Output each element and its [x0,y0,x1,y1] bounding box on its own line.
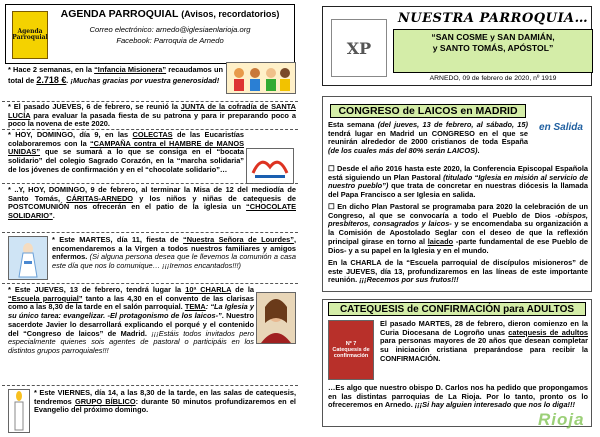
candle-image [8,389,30,433]
notice-grupo-biblico: * Este VIERNES, día 14, a las 8,30 de la tarde, en las salas de catequesis, tendremos GRUPO BÍBLICO: durante 50 minutos profundizaremos en el Evangelio del próximo domingo. [34,388,296,415]
bulletin-header [322,6,592,86]
agenda-title: AGENDA PARROQUIAL (Avisos, recordatorios) [60,8,280,20]
congreso-charla: En la CHARLA de la “Escuela parroquial de discípulos misioneros” de este JUEVES, día 13, profundizaremos en las líneas de este importante reunión. ¡¡¡Recemos por sus frutos!!! [328,258,588,285]
congreso-plan-pastoral: ☐ Desde el año 2016 hasta este 2020, la Conferencia Episcopal Española está siguiendo un Plan Pastoral (titulado “Iglesia en misión al servicio de nuestro pueblo”) que trata de concretar en nuestras diócesis la llamada del Papa Francisco a ser Iglesia en salida. [328,164,588,200]
rioja-watermark: Rioja [538,410,585,429]
lourdes-virgin-image [8,236,48,280]
catequesis-title: CATEQUESIS de CONFIRMACIÓN para ADULTOS [328,302,586,316]
xp-chi-rho-icon: XP [331,19,387,77]
jesus-portrait-image [256,292,296,344]
agenda-email: Correo electrónico: arnedo@iglesiaenlarioja.org [89,25,251,34]
notice-chocolate-solidario: * ..Y, HOY, DOMINGO, 9 de febrero, al terminar la Misa de 12 del mediodía de Santo Tomás, CÁRITAS-ARNEDO y los niños y niñas de catequesis de POSTCOMUNIÓN nos ofrecerán en el patio de la iglesia un “CHOCOLATE SOLIDARIO”. [8,185,296,221]
right-page [300,0,600,437]
notice-escuela-parroquial: * Este JUEVES, 13 de febrero, tendrá lugar la 10ª CHARLA de la “Escuela parroquial” tanto a las 4,30 en el convento de las clarisas como a las 8,30 de la tarde en el salón parroquial. TEMA: “La Iglesia y su único tarea: evangelizar. -El protagonismo de los laicos-”. Nuestro sacerdote Javier lo desarrollará explicando el porqué y el contenido del “Congreso de laicos” de Madrid. ¡¡¡Estáis todos invitados pero especialmente quienes sois agentes de pastoral o participáis en los distintos grupos parroquiales!!! [8,285,255,356]
manos-unidas-logo [246,148,294,184]
congreso-title: CONGRESO de LAICOS en MADRID [330,104,526,118]
catequesis-inicio: El pasado MARTES, 28 de febrero, dieron comienzo en la Curia Diocesana de Logroño unas catequesis de adultos para personas mayores de 20 años que desean completar su iniciación cristiana preparándose para recibir la CONFIRMACIÓN. [380,319,588,363]
divider [2,283,298,284]
divider [2,183,298,184]
agenda-header [5,4,295,64]
agenda-logo-text: Agenda Parroquial [12,27,48,41]
notice-lourdes: * Este MARTES, día 11, fiesta de “Nuestra Señora de Lourdes”, encomendaremos a la Virgen a todos nuestros familiares y amigos enfermos. (Si alguna persona desea que le llevemos la comunión a casa este día que nos lo comunique… ¡¡¡Iremos encantados!!!) [52,235,296,271]
iglesia-en-salida-logo: en Salida [539,121,583,133]
notice-infancia-misionera: * Hace 2 semanas, en la “Infancia Misionera” recaudamos un total de 2.718 €. ¡Muchas gracias por vuestra generosidad! [8,65,223,85]
notice-colectas-manos-unidas: * HOY, DOMINGO, día 9, en las COLECTAS de las Eucaristías colaboraremos con la “CAMPAÑA contra el HAMBRE de MANOS UNIDAS” que se sumará a lo que se consiga en el “bocata solidario” del colegio Sagrado Corazón, en la “marcha solidaria” de los jóvenes de confirmación y en el “chocolate solidario”… [8,130,245,174]
parish-saints: “SAN COSME y SAN DAMIÁN, y SANTO TOMÁS, APÓSTOL” [393,29,593,73]
agenda-facebook: Facebook: Parroquia de Arnedo [116,36,224,45]
congreso-convocatoria: ☐ En dicho Plan Pastoral se programaba para 2020 la celebración de un Congreso, al que se convocaría a todo el Pueblo de Dios -obispos, presbíteros, consagrados y laicos- y se encomendaba su organización a la Comisión de Apostolado Seglar con el deseo de que la reflexión principal girase en torno al laicado -parte fundamental de ese Pueblo de Dios- y a su papel en la Iglesia y en el mundo. [328,202,588,255]
bulletin-date-number: ARNEDO, 09 de febrero de 2020, nº 1919 [429,75,557,82]
agenda-logo [12,11,48,59]
notice-junta-santa-lucia: * El pasado JUEVES, 6 de febrero, se reunió la JUNTA de la cofradía de SANTA LUCÍA para evaluar la pasada fiesta de su patrona y para ir preparando poco a poco la novena de este 2020. [8,102,296,129]
children-illustration [226,62,296,94]
congreso-intro: Esta semana (del jueves, 13 de febrero, al sábado, 15) tendrá lugar en Madrid un CONGRESO en el que se reunirán alrededor de 2000 cristianos de toda España (de los cuales más del 80% serán LAICOS). [328,120,528,156]
divider [2,232,298,233]
divider [2,385,298,386]
confirmation-book-cover: Nº 7 Catequesis de confirmación [328,320,374,380]
bulletin-title: NUESTRA PARROQUIA… [397,11,589,26]
catequesis-propuesta: …Es algo que nuestro obispo D. Carlos nos ha pedido que propongamos en las distintas parroquias de La Rioja. Por lo tanto, pronto os lo ofreceremos en Arnedo. ¡¡¡Si hay alguien interesado que nos lo diga!!! [328,383,588,410]
